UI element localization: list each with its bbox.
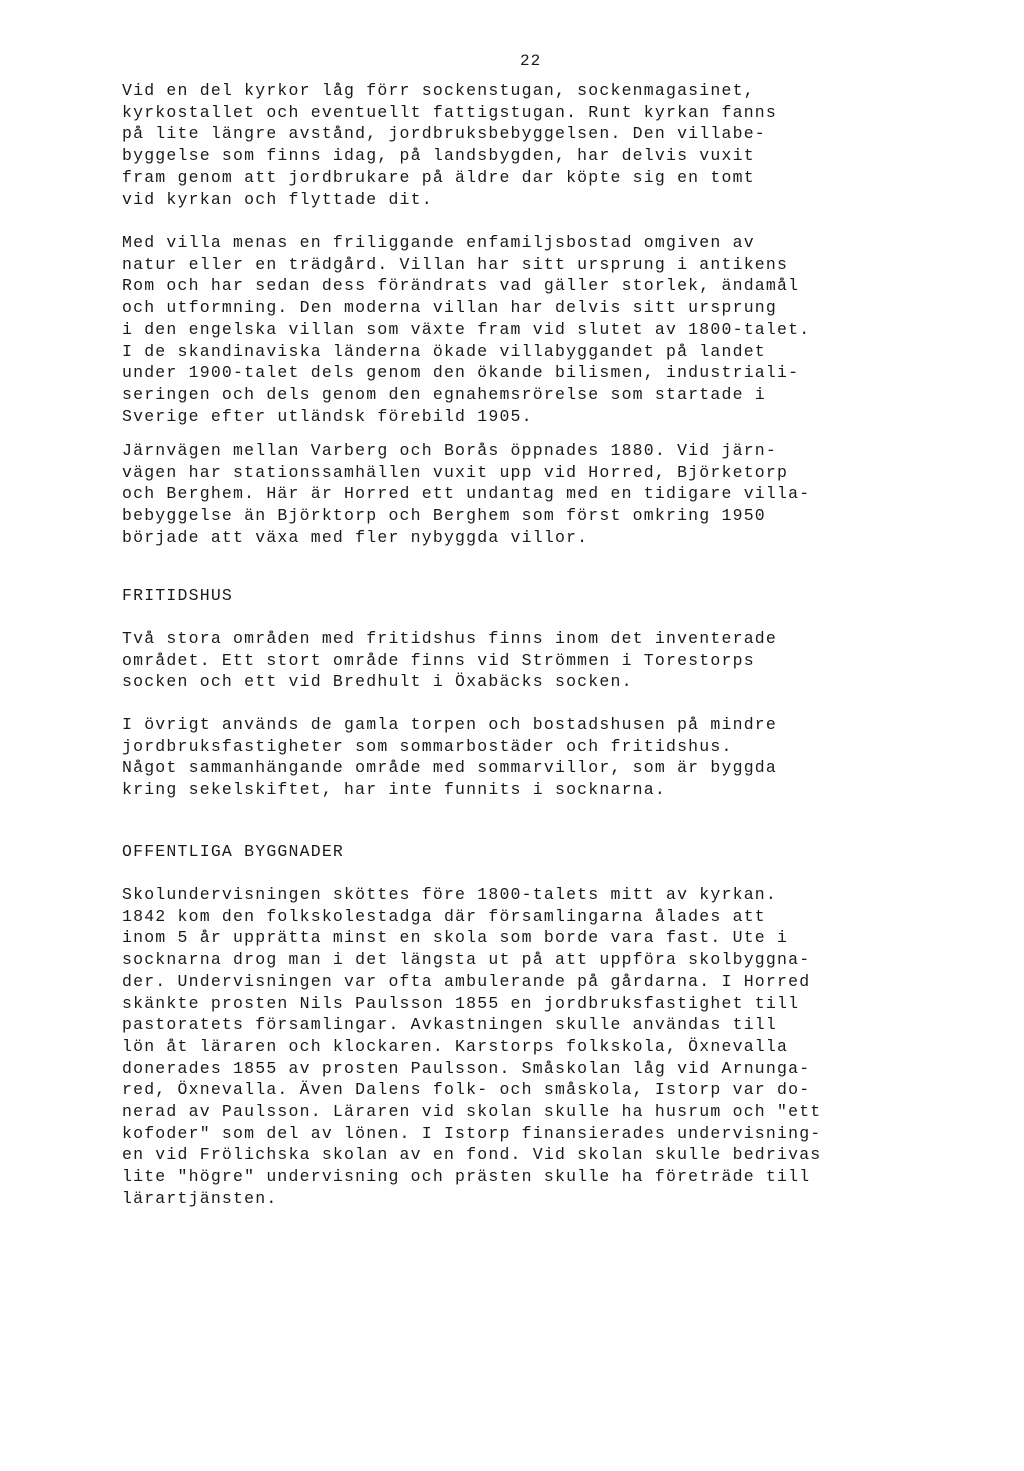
paragraph-jarnvagen: Järnvägen mellan Varberg och Borås öppnades 1880. Vid järn- vägen har stationssamhällen vuxit upp vid Horred, Björketorp och Berghem. Här är Horred ett undantag med en tidigare villa- bebyggelse än Björktorp och Berghem som först omkring 1950 började att växa med fler nybyggda villor. [122,441,811,547]
section-heading-fritidshus: FRITIDSHUS [122,586,234,605]
paragraph-kyrkor: Vid en del kyrkor låg förr sockenstugan, sockenmagasinet, kyrkostallet och eventuellt fattigstugan. Runt kyrkan fanns på lite längre avstånd, jordbruksbebyggelsen. Den villabe- byggelse som finns idag, på landsbygden, har delvis vuxit fram genom att jordbrukare på äldre dar köpte sig en tomt vid kyrkan och flyttade dit. [122,81,777,209]
paragraph-villa-definition: Med villa menas en friliggande enfamiljsbostad omgiven av natur eller en trädgård. Villan har sitt ursprung i antikens Rom och har sedan dess förändrats vad gäller storlek, ändamål och utformning. Den moderna villan har delvis sitt ursprung i den engelska villan som växte fram vid slutet av 1800-talet. I de skandinaviska länderna ökade villabyggandet på landet under 1900-talet dels genom den ökande bilismen, industriali- seringen och dels genom den egnahemsrörelse som startade i Sverige efter utländsk förebild 1905. [122,233,811,426]
paragraph-fritidshus-omraden: Två stora områden med fritidshus finns inom det inventerade området. Ett stort område finns vid Strömmen i Torestorps socken och ett vid Bredhult i Öxabäcks socken. [122,629,777,692]
paragraph-fritidshus-torp: I övrigt används de gamla torpen och bostadshusen på mindre jordbruksfastigheter som sommarbostäder och fritidshus. Något sammanhängande område med sommarvillor, som är byggda kring sekelskiftet, har inte funnits i socknarna. [122,715,777,800]
page-number: 22 [520,52,542,70]
paragraph-skolundervisning: Skolundervisningen sköttes före 1800-talets mitt av kyrkan. 1842 kom den folkskolestadga där församlingarna ålades att inom 5 år upprätta minst en skola som borde vara fast. Ute i socknarna drog man i det längsta ut på att uppföra skolbyggna- der. Undervisningen var ofta ambulerande på gårdarna. I Horred skänkte prosten Nils Paulsson 1855 en jordbruksfastighet till pastoratets församlingar. Avkastningen skulle användas till lön åt läraren och klockaren. Karstorps folkskola, Öxnevalla donerades 1855 av prosten Paulsson. Småskolan låg vid Arnunga- red, Öxnevalla. Även Dalens folk- och småskola, Istorp var do- nerad av Paulsson. Läraren vid skolan skulle ha husrum och "ett kofoder" som del av lönen. I Istorp finansierades undervisning- en vid Frölichska skolan av en fond. Vid skolan skulle bedrivas lite "högre" undervisning och prästen skulle ha företräde till lärartjänsten. [122,885,822,1208]
section-heading-offentliga-byggnader: OFFENTLIGA BYGGNADER [122,842,345,861]
